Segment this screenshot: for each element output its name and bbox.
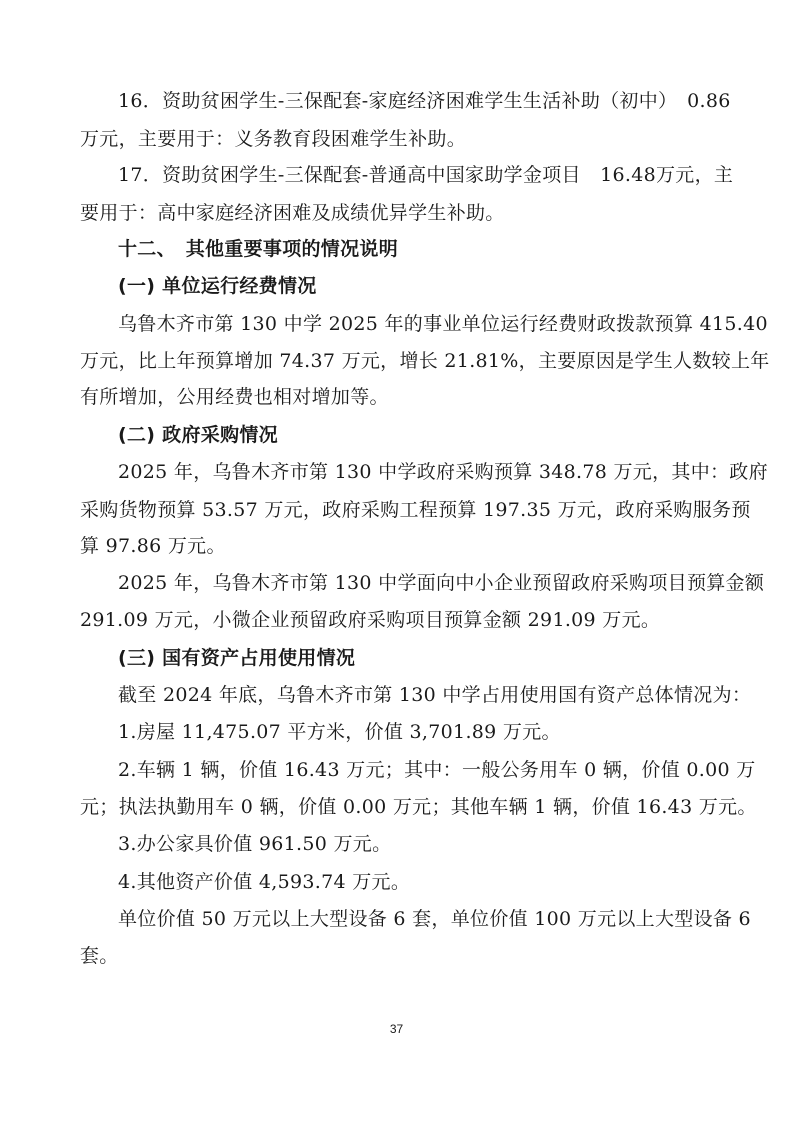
paragraph-line: 2025 年，乌鲁木齐市第 130 中学政府采购预算 348.78 万元，其中：政府: [118, 461, 768, 483]
paragraph-line: 291.09 万元，小微企业预留政府采购项目预算金额 291.09 万元。: [80, 609, 661, 631]
subsection-heading-procurement: (二) 政府采购情况: [118, 424, 278, 446]
paragraph-line: 2025 年，乌鲁木齐市第 130 中学面向中小企业预留政府采购项目预算金额: [118, 572, 765, 594]
asset-item-vehicles: 2.车辆 1 辆，价值 16.43 万元；其中：一般公务用车 0 辆，价值 0.00 万: [118, 759, 756, 781]
item16-line1: 16．资助贫困学生-三保配套-家庭经济困难学生生活补助（初中） 0.86: [118, 90, 731, 112]
section-heading: 十二、 其他重要事项的情况说明: [118, 238, 399, 260]
page-number: 37: [389, 1022, 404, 1036]
item17-line2: 要用于：高中家庭经济困难及成绩优异学生补助。: [80, 202, 505, 224]
item17-line1: 17．资助贫困学生-三保配套-普通高中国家助学金项目 16.48万元，主: [118, 164, 734, 186]
item16-line2: 万元，主要用于：义务教育段困难学生补助。: [80, 128, 467, 150]
paragraph-line: 截至 2024 年底，乌鲁木齐市第 130 中学占用使用国有资产总体情况为：: [118, 684, 752, 706]
paragraph-line: 万元，比上年预算增加 74.37 万元，增长 21.81%，主要原因是学生人数较上年: [80, 350, 770, 372]
paragraph-line: 乌鲁木齐市第 130 中学 2025 年的事业单位运行经费财政拨款预算 415.40: [118, 313, 768, 335]
subsection-heading-state-assets: (三) 国有资产占用使用情况: [118, 647, 356, 669]
subsection-heading-operating-funds: (一) 单位运行经费情况: [118, 275, 317, 297]
equipment-line-cont: 套。: [80, 945, 119, 967]
asset-item-vehicles-cont: 元；执法执勤用车 0 辆，价值 0.00 万元；其他车辆 1 辆，价值 16.43 万元。: [80, 796, 757, 818]
paragraph-line: 采购货物预算 53.57 万元，政府采购工程预算 197.35 万元，政府采购服务预: [80, 499, 751, 521]
asset-item-housing: 1.房屋 11,475.07 平方米，价值 3,701.89 万元。: [118, 721, 561, 743]
paragraph-line: 算 97.86 万元。: [80, 535, 226, 557]
asset-item-other: 4.其他资产价值 4,593.74 万元。: [118, 871, 411, 893]
paragraph-line: 有所增加，公用经费也相对增加等。: [80, 386, 389, 408]
asset-item-furniture: 3.办公家具价值 961.50 万元。: [118, 833, 392, 855]
equipment-line: 单位价值 50 万元以上大型设备 6 套，单位价值 100 万元以上大型设备 6: [118, 908, 751, 930]
